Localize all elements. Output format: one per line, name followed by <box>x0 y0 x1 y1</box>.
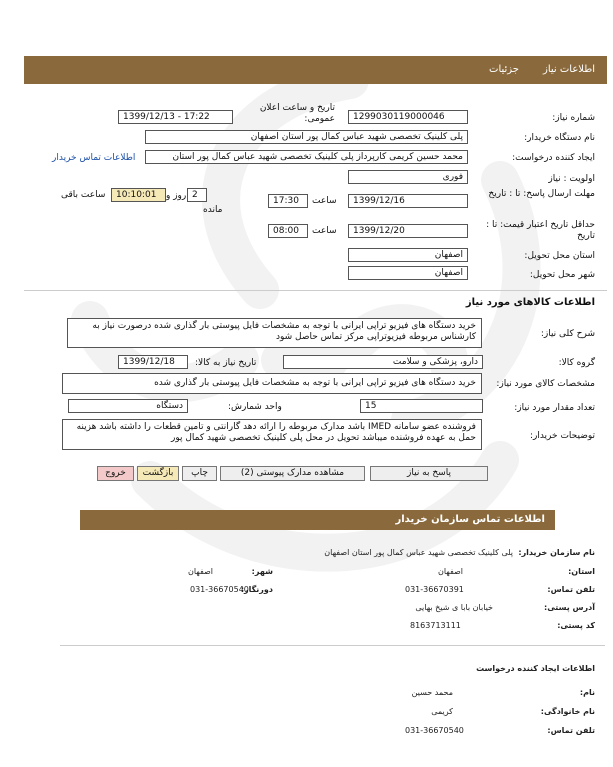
announce-date-field: 1399/12/13 - 17:22 <box>118 110 233 124</box>
delivery-province-field: اصفهان <box>348 248 468 262</box>
remaining-hours-label: ساعت باقی <box>61 190 106 200</box>
buyer-notes-label: توضیحات خریدار: <box>529 431 595 441</box>
request-creator-field: محمد حسین کریمی کارپرداز پلی کلینیک تخصصی شهید عباس کمال پور استان <box>145 150 468 164</box>
reply-to-need-button[interactable]: پاسخ به نیاز <box>370 466 488 481</box>
contact-province-label: استان: <box>568 567 595 576</box>
price-validity-date-field: 1399/12/20 <box>348 224 468 238</box>
contact-section-title: اطلاعات تماس سازمان خریدار <box>395 514 545 525</box>
contact-fax-label: دورنگار: <box>240 585 273 594</box>
delivery-city-field: اصفهان <box>348 266 468 280</box>
need-number-label: شماره نیاز: <box>552 113 595 123</box>
creator-family-value: کریمی <box>431 707 453 716</box>
contact-phone-label: تلفن تماس: <box>547 585 595 594</box>
remaining-days-field: 2 <box>187 188 207 202</box>
goods-group-label: گروه کالا: <box>558 358 595 368</box>
contact-fax-value: 031-36670540 <box>190 585 249 594</box>
goods-section-title: اطلاعات کالاهای مورد نیاز <box>465 297 595 308</box>
contact-address-value: خیابان بابا ی شیخ بهایی <box>415 603 493 612</box>
buyer-contact-link[interactable]: اطلاعات تماس خریدار <box>52 153 136 163</box>
creator-name-label: نام: <box>579 688 595 697</box>
unit-label: واحد شمارش: <box>228 402 282 412</box>
buyer-notes-field: فروشنده عضو سامانه IMED باشد مدارک مربوطه را ارائه دهد گارانتی و تامین قطعات را داشته باشد هزینه حمل به عهده فروشنده میباشد تحویل در محل پلی کلینیک تخصصی شهید کمال پور <box>62 419 482 450</box>
remaining-time-field: 10:10:01 <box>111 188 166 202</box>
general-desc-field: خرید دستگاه های فیزیو تراپی ایرانی با توجه به مشخصات فایل پیوستی بار گذاری شده درصورت نیاز به کارشناس مربوطه فیزیوتراپی مرکز تماس حاصل شود <box>67 318 482 348</box>
print-button[interactable]: چاپ <box>182 466 217 481</box>
contact-city-label: شهر: <box>251 567 273 576</box>
buyer-org-field: پلی کلینیک تخصصی شهید عباس کمال پور استان اصفهان <box>145 130 468 144</box>
need-date-field: 1399/12/18 <box>118 355 188 369</box>
contact-section-header <box>80 510 555 530</box>
days-label: روز و <box>166 191 187 201</box>
quantity-field: 15 <box>360 399 483 413</box>
delivery-city-label: شهر محل تحویل: <box>529 270 595 280</box>
creator-name-value: محمد حسین <box>411 688 453 697</box>
creator-info-title: اطلاعات ایجاد کننده درخواست <box>476 664 595 673</box>
details-tab[interactable]: جزئیات <box>489 64 519 75</box>
contact-postal-label: کد پستی: <box>557 621 595 630</box>
need-number-field: 1299030119000046 <box>348 110 468 124</box>
unit-field: دستگاه <box>68 399 188 413</box>
request-creator-label: ایجاد کننده درخواست: <box>512 153 595 163</box>
divider <box>24 290 607 291</box>
quantity-label: تعداد مقدار مورد نیاز: <box>514 403 595 413</box>
deadline-date-field: 1399/12/16 <box>348 194 468 208</box>
remaining-suffix-label: مانده <box>203 205 223 215</box>
creator-phone-label: تلفن تماس: <box>547 726 595 735</box>
general-desc-label: شرح کلی نیاز: <box>540 329 595 339</box>
contact-province-value: اصفهان <box>437 567 463 576</box>
deadline-time-label: ساعت <box>312 196 337 206</box>
top-navigation-bar <box>24 56 607 84</box>
contact-postal-value: 8163713111 <box>410 621 461 630</box>
goods-spec-label: مشخصات کالای مورد نیاز: <box>496 379 595 389</box>
goods-group-field: دارو، پزشکی و سلامت <box>283 355 483 369</box>
need-date-label: تاریخ نیاز به کالا: <box>195 358 257 368</box>
contact-phone-value: 031-36670391 <box>405 585 464 594</box>
price-validity-time-field: 08:00 <box>268 224 308 238</box>
deadline-label: مهلت ارسال پاسخ: تا : تاریخ <box>488 189 595 199</box>
buyer-org-label: نام دستگاه خریدار: <box>524 133 595 143</box>
contact-org-value: پلی کلینیک تخصصی شهید عباس کمال پور استان اصفهان <box>324 548 513 557</box>
view-attachments-button[interactable]: مشاهده مدارک پیوستی (2) <box>220 466 365 481</box>
priority-field: فوری <box>348 170 468 184</box>
contact-city-value: اصفهان <box>187 567 213 576</box>
price-validity-label: حداقل تاریخ اعتبار قیمت: تا : تاریخ <box>486 220 595 241</box>
divider <box>60 645 605 646</box>
contact-org-label: نام سازمان خریدار: <box>518 548 595 557</box>
goods-spec-field: خرید دستگاه های فیزیو تراپی ایرانی با توجه به مشخصات فایل پیوستی بار گذاری شده <box>62 373 482 394</box>
delivery-province-label: استان محل تحویل: <box>524 251 595 261</box>
contact-address-label: آدرس پستی: <box>544 603 595 612</box>
validity-time-label: ساعت <box>312 226 337 236</box>
need-info-tab[interactable]: اطلاعات نیاز <box>543 64 595 75</box>
priority-label: اولویت : نیاز <box>548 174 595 184</box>
announce-date-label: تاریخ و ساعت اعلان عمومی: <box>259 103 335 124</box>
exit-button[interactable]: خروج <box>97 466 134 481</box>
creator-family-label: نام خانوادگی: <box>540 707 595 716</box>
creator-phone-value: 031-36670540 <box>405 726 464 735</box>
back-button[interactable]: بازگشت <box>137 466 179 481</box>
deadline-time-field: 17:30 <box>268 194 308 208</box>
